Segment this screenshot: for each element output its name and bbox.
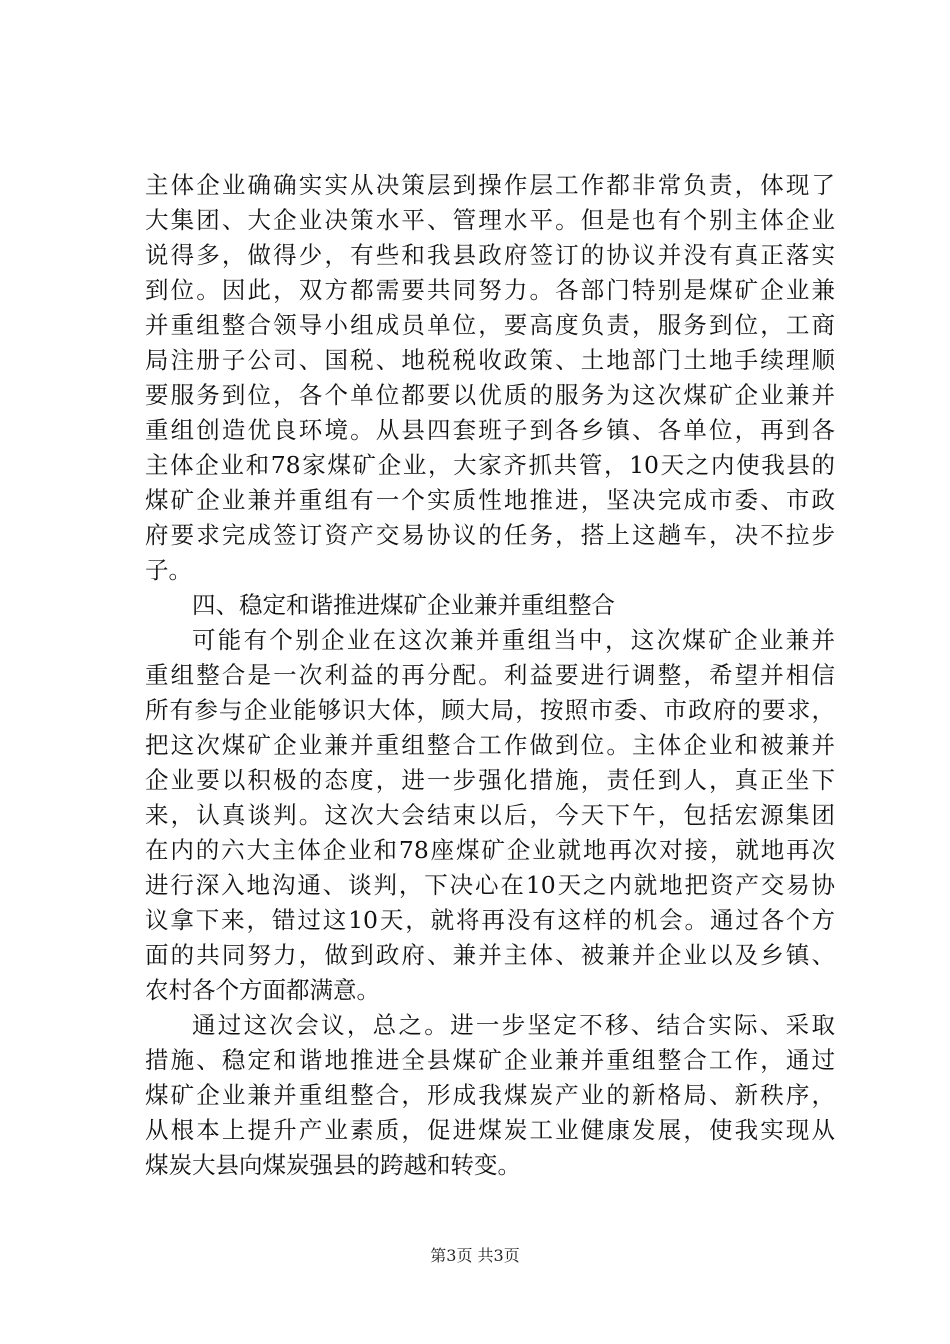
paragraph-line: 措施、稳定和谐地推进全县煤矿企业兼并重组整合工作，通过 [145, 1046, 835, 1074]
paragraph-line: 面的共同努力，做到政府、兼并主体、被兼并企业以及乡镇、 [145, 941, 835, 969]
paragraph-line: 重组创造优良环境。从县四套班子到各乡镇、各单位，再到各 [145, 416, 835, 444]
paragraph-line: 重组整合是一次利益的再分配。利益要进行调整，希望并相信 [145, 661, 835, 689]
paragraph-line: 煤矿企业兼并重组整合，形成我煤炭产业的新格局、新秩序， [145, 1081, 835, 1109]
paragraph-line: 把这次煤矿企业兼并重组整合工作做到位。主体企业和被兼并 [145, 731, 835, 759]
paragraph-line: 农村各个方面都满意。 [145, 976, 380, 1004]
section-heading: 四、稳定和谐推进煤矿企业兼并重组整合 [192, 591, 615, 619]
paragraph-line: 说得多，做得少，有些和我县政府签订的协议并没有真正落实 [145, 241, 835, 269]
paragraph-line: 主体企业和78家煤矿企业，大家齐抓共管，10天之内使我县的 [145, 451, 835, 479]
paragraph-line: 从根本上提升产业素质，促进煤炭工业健康发展，使我实现从 [145, 1116, 835, 1144]
paragraph-line: 进行深入地沟通、谈判，下决心在10天之内就地把资产交易协 [145, 871, 835, 899]
paragraph-line: 局注册子公司、国税、地税税收政策、土地部门土地手续理顺 [145, 346, 835, 374]
paragraph-line: 府要求完成签订资产交易协议的任务，搭上这趟车，决不拉步 [145, 521, 835, 549]
paragraph-line: 主体企业确确实实从决策层到操作层工作都非常负责，体现了 [145, 171, 835, 199]
paragraph-line: 大集团、大企业决策水平、管理水平。但是也有个别主体企业 [145, 206, 835, 234]
paragraph-line: 可能有个别企业在这次兼并重组当中，这次煤矿企业兼并 [192, 626, 835, 654]
paragraph-line: 子。 [145, 556, 192, 584]
paragraph-line: 通过这次会议，总之。进一步坚定不移、结合实际、采取 [192, 1011, 835, 1039]
paragraph-line: 煤炭大县向煤炭强县的跨越和转变。 [145, 1151, 521, 1179]
paragraph-line: 企业要以积极的态度，进一步强化措施，责任到人，真正坐下 [145, 766, 835, 794]
paragraph-line: 并重组整合领导小组成员单位，要高度负责，服务到位，工商 [145, 311, 835, 339]
page-number-footer: 第3页 共3页 [430, 1246, 520, 1265]
paragraph-line: 所有参与企业能够识大体，顾大局，按照市委、市政府的要求， [145, 696, 835, 724]
paragraph-line: 到位。因此，双方都需要共同努力。各部门特别是煤矿企业兼 [145, 276, 835, 304]
paragraph-line: 在内的六大主体企业和78座煤矿企业就地再次对接，就地再次 [145, 836, 835, 864]
paragraph-line: 议拿下来，错过这10天，就将再没有这样的机会。通过各个方 [145, 906, 835, 934]
paragraph-line: 煤矿企业兼并重组有一个实质性地推进，坚决完成市委、市政 [145, 486, 835, 514]
paragraph-line: 要服务到位，各个单位都要以优质的服务为这次煤矿企业兼并 [145, 381, 835, 409]
paragraph-line: 来，认真谈判。这次大会结束以后，今天下午，包括宏源集团 [145, 801, 835, 829]
